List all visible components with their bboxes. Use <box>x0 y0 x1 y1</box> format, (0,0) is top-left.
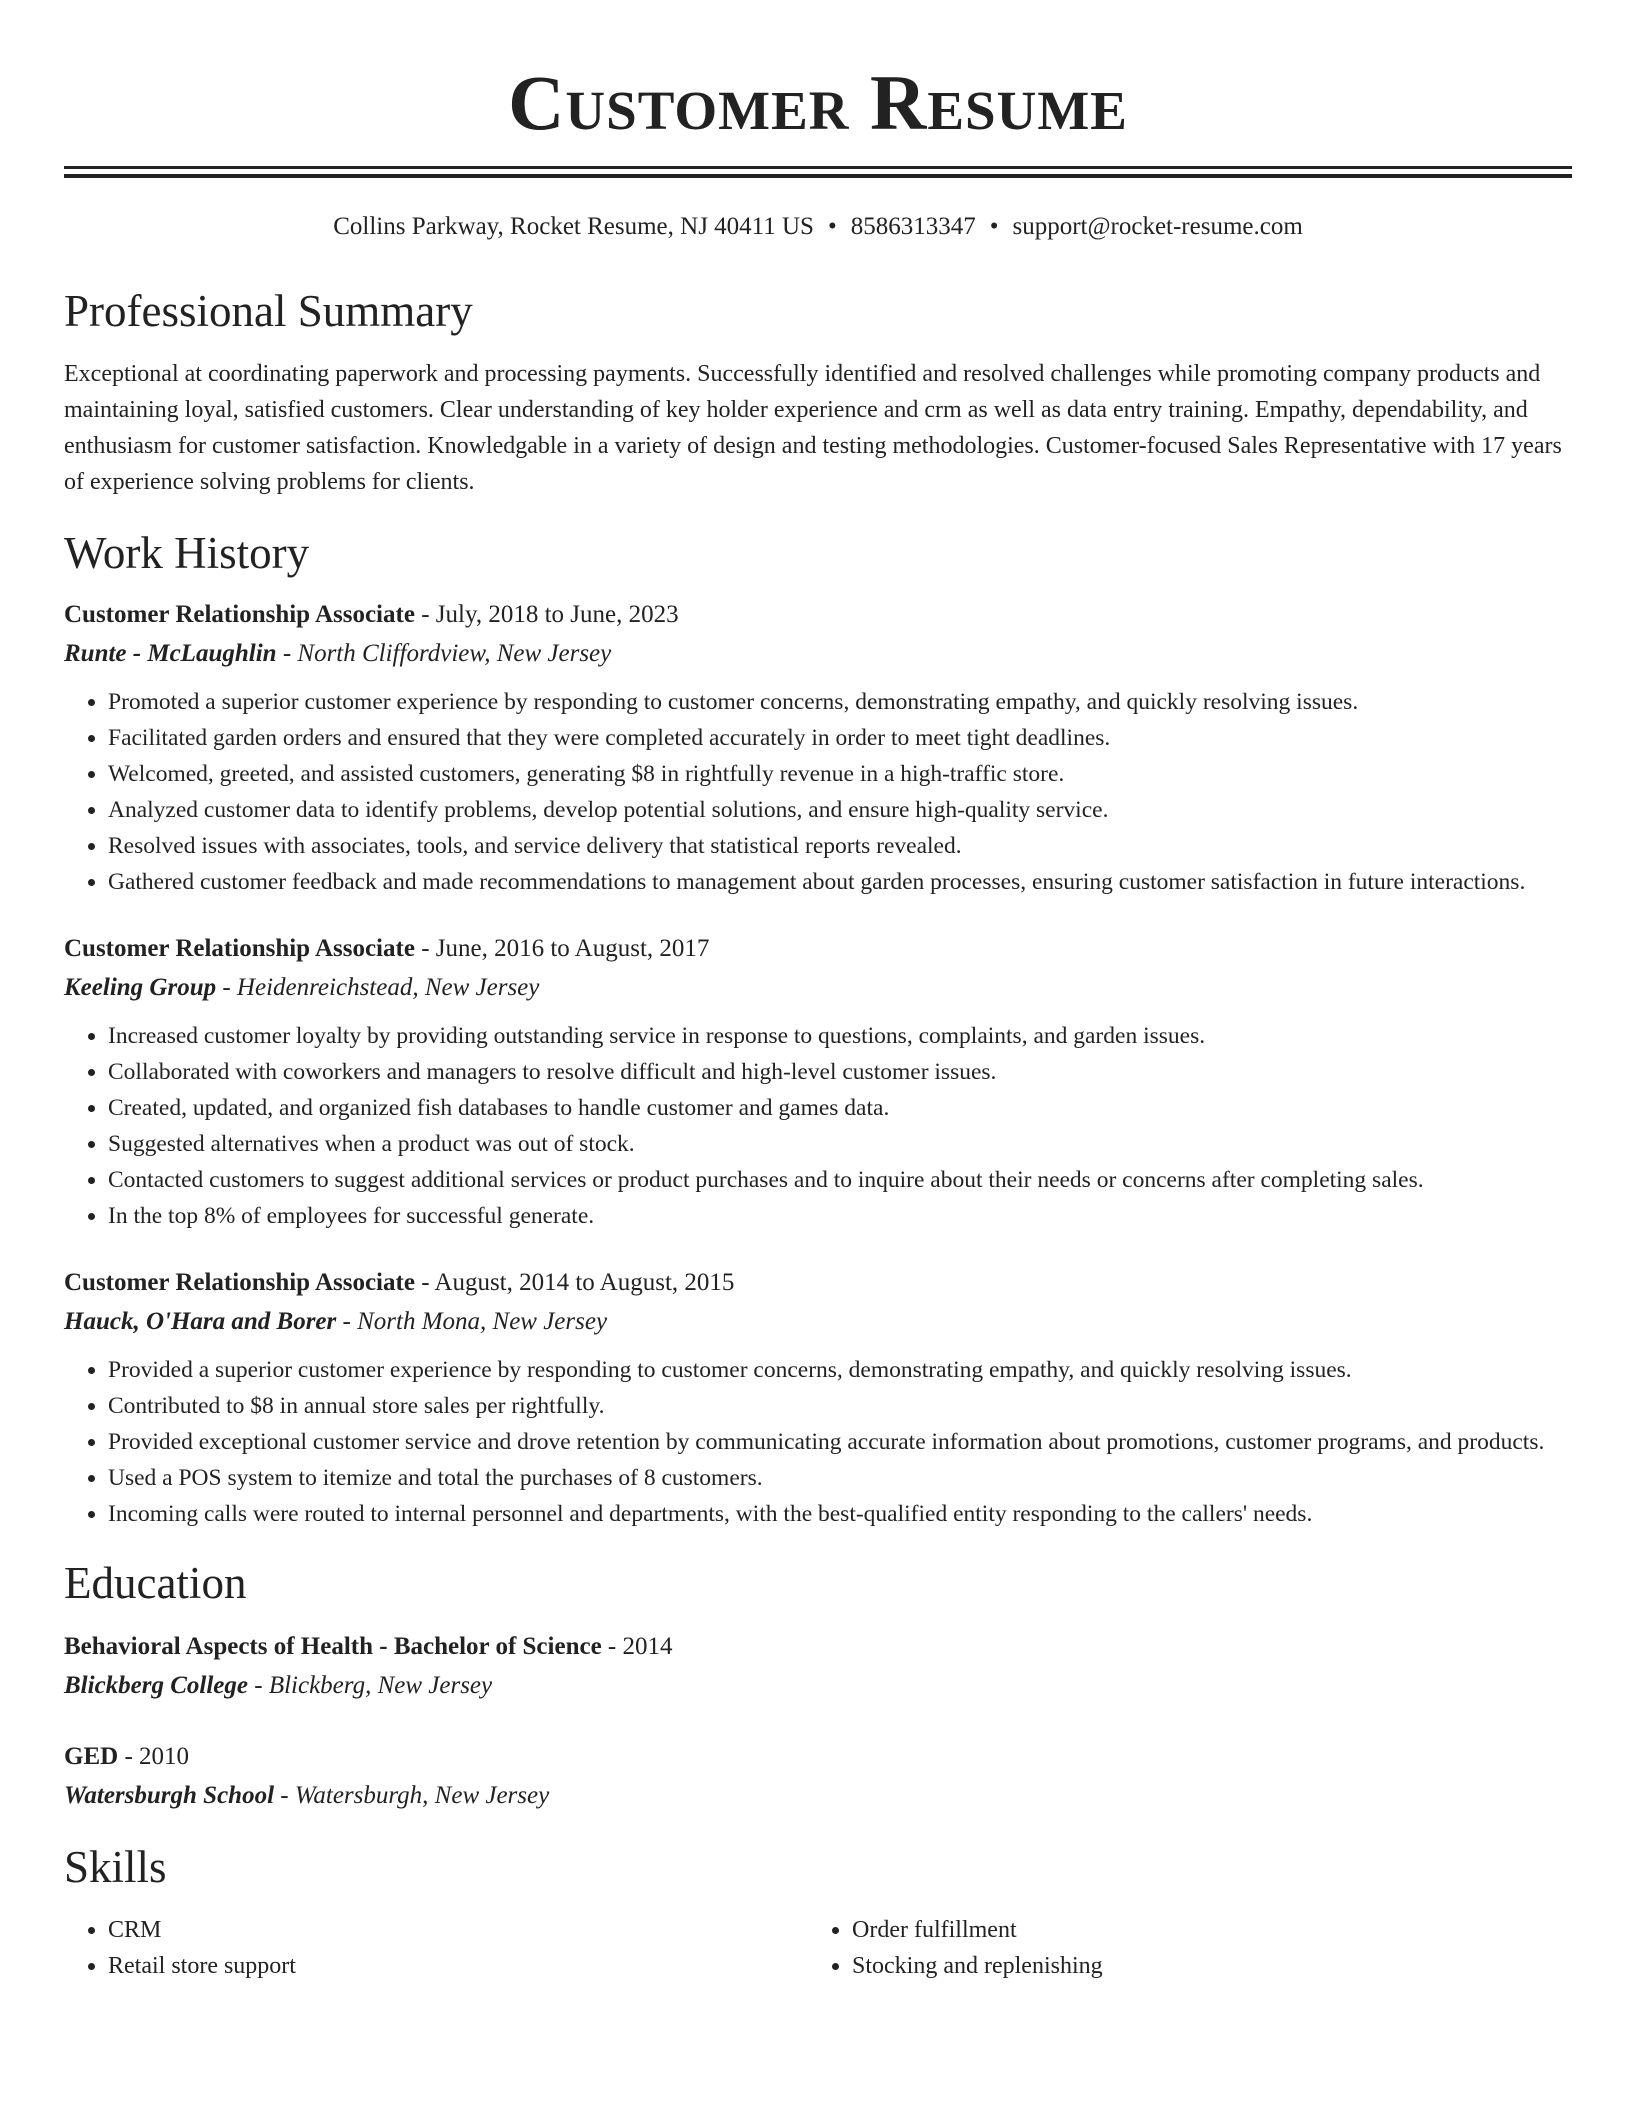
education-year: - 2010 <box>118 1743 190 1770</box>
job-bullet: • Suggested alternatives when a product was out of stock. <box>108 1126 1572 1162</box>
contact-separator: • <box>827 213 837 240</box>
job-company: Runte - McLaughlin <box>64 640 277 667</box>
education-year: - 2014 <box>601 1633 673 1660</box>
education-degree: Behavioral Aspects of Health - Bachelor of Science <box>64 1633 602 1660</box>
skill-item: • CRM <box>108 1912 808 1948</box>
education-school: Watersburgh School <box>64 1782 275 1809</box>
education-entry <box>64 1628 1572 1706</box>
job-bullet: • Gathered customer feedback and made recommendations to management about garden processes, ensuring customer satisfaction in future interactions. <box>108 864 1572 900</box>
job-title-line <box>64 596 1572 634</box>
job-title-line <box>64 930 1572 968</box>
job-bullet: • Contributed to $8 in annual store sales per rightfully. <box>108 1388 1572 1424</box>
job-bullet: • Created, updated, and organized fish databases to handle customer and games data. <box>108 1090 1572 1126</box>
section-title-skills: Skills <box>64 1842 167 1892</box>
education-degree-line <box>64 1738 1572 1776</box>
job-bullet: • Provided a superior customer experience by responding to customer concerns, demonstrating empathy, and quickly resolving issues. <box>108 1352 1572 1388</box>
education-location: - Watersburgh, New Jersey <box>274 1782 550 1809</box>
job-bullet: • Contacted customers to suggest additional services or product purchases and to inquire about their needs or concerns after completing sales. <box>108 1162 1572 1198</box>
job-dates: - July, 2018 to June, 2023 <box>414 601 679 628</box>
job-bullet: • Provided exceptional customer service and drove retention by communicating accurate information about promotions, customer programs, and products. <box>108 1424 1572 1460</box>
job-company-line <box>64 1302 1572 1342</box>
job-bullet: • Incoming calls were routed to internal personnel and departments, with the best-qualified entity responding to the callers' needs. <box>108 1496 1572 1532</box>
job-role: Customer Relationship Associate <box>64 601 415 628</box>
resume-page <box>64 0 1572 1984</box>
section-title-summary: Professional Summary <box>64 286 473 336</box>
job-bullets <box>64 684 1572 900</box>
skill-item: • Stocking and replenishing <box>852 1948 1552 1984</box>
job-company-line <box>64 634 1572 674</box>
job-bullets <box>64 1018 1572 1234</box>
job-bullet: • Increased customer loyalty by providing outstanding service in response to questions, complaints, and garden issues. <box>108 1018 1572 1054</box>
job-entry <box>64 596 1572 900</box>
education-school-line <box>64 1776 1572 1816</box>
header-rule-bottom <box>64 174 1572 178</box>
job-dates: - June, 2016 to August, 2017 <box>414 935 710 962</box>
job-dates: - August, 2014 to August, 2015 <box>414 1269 735 1296</box>
skills-column-right <box>808 1912 1552 1984</box>
job-title-line <box>64 1264 1572 1302</box>
contact-email: support@rocket-resume.com <box>1012 213 1303 240</box>
job-bullet: • Resolved issues with associates, tools, and service delivery that statistical reports revealed. <box>108 828 1572 864</box>
job-role: Customer Relationship Associate <box>64 935 415 962</box>
skill-item: • Retail store support <box>108 1948 808 1984</box>
job-bullet: • Facilitated garden orders and ensured that they were completed accurately in order to meet tight deadlines. <box>108 720 1572 756</box>
job-location: - Heidenreichstead, New Jersey <box>216 974 540 1001</box>
job-bullet: • Promoted a superior customer experience by responding to customer concerns, demonstrating empathy, and quickly resolving issues. <box>108 684 1572 720</box>
contact-address: Collins Parkway, Rocket Resume, NJ 40411 US <box>333 213 814 240</box>
job-bullet: • Analyzed customer data to identify problems, develop potential solutions, and ensure high-quality service. <box>108 792 1572 828</box>
education-school-line <box>64 1666 1572 1706</box>
job-entry <box>64 930 1572 1234</box>
job-company: Hauck, O'Hara and Borer <box>64 1308 337 1335</box>
education-degree: GED <box>64 1743 119 1770</box>
candidate-name: Customer Resume <box>508 59 1128 146</box>
section-title-work-history: Work History <box>64 528 310 578</box>
education-entry <box>64 1738 1572 1816</box>
job-location: - North Cliffordview, New Jersey <box>276 640 612 667</box>
job-role: Customer Relationship Associate <box>64 1269 415 1296</box>
job-bullet: • Used a POS system to itemize and total the purchases of 8 customers. <box>108 1460 1572 1496</box>
job-company-line <box>64 968 1572 1008</box>
contact-line <box>64 212 1572 242</box>
contact-separator: • <box>989 213 999 240</box>
header-rule-top <box>64 166 1572 169</box>
skills-columns <box>64 1912 1572 1984</box>
skills-column-left <box>64 1912 808 1984</box>
skill-item: • Order fulfillment <box>852 1912 1552 1948</box>
job-bullets <box>64 1352 1572 1532</box>
education-school: Blickberg College <box>64 1672 248 1699</box>
job-company: Keeling Group <box>64 974 217 1001</box>
education-location: - Blickberg, New Jersey <box>248 1672 493 1699</box>
contact-phone: 8586313347 <box>850 213 976 240</box>
job-bullet: • Collaborated with coworkers and managers to resolve difficult and high-level customer issues. <box>108 1054 1572 1090</box>
job-bullet: • Welcomed, greeted, and assisted customers, generating $8 in rightfully revenue in a high-traffic store. <box>108 756 1572 792</box>
education-degree-line <box>64 1628 1572 1666</box>
job-location: - North Mona, New Jersey <box>336 1308 608 1335</box>
job-bullet: • In the top 8% of employees for successful generate. <box>108 1198 1572 1234</box>
summary-text: Exceptional at coordinating paperwork and processing payments. Successfully identified and resolved challenges while promoting company products and maintaining loyal, satisfied customers. Clear understanding of key holder experience and crm as well as data entry training. Empathy, dependability, and enthusiasm for customer satisfaction. Knowledgable in a variety of design and testing methodologies. Customer-focused Sales Representative with 17 years of experience solving problems for clients. <box>64 361 1562 495</box>
section-title-education: Education <box>64 1558 247 1608</box>
job-entry <box>64 1264 1572 1532</box>
